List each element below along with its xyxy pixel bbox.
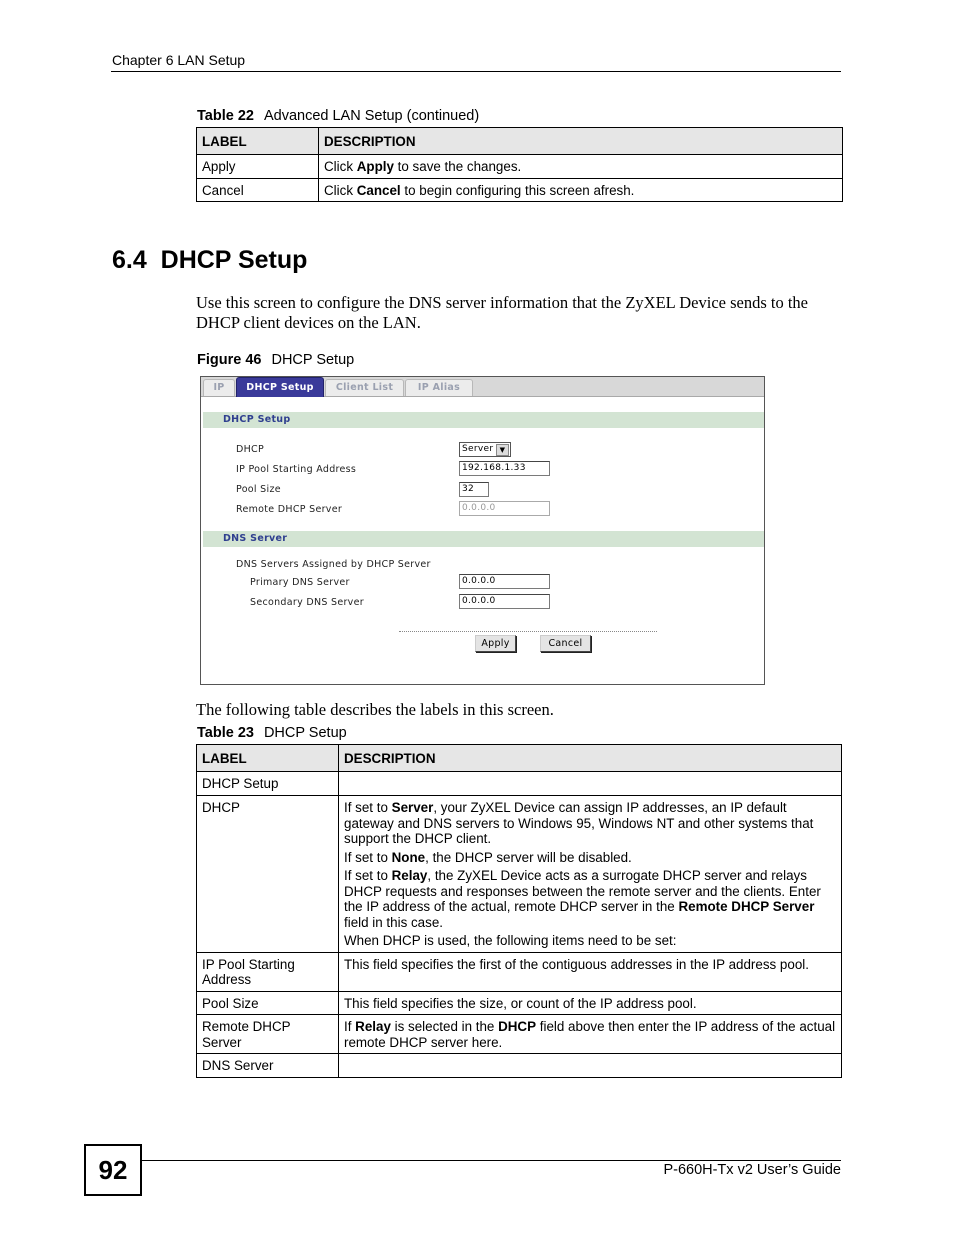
- table-row: [197, 155, 843, 179]
- figure46-caption-title: DHCP Setup: [271, 352, 355, 368]
- desc-paragraph: If set to Server, your ZyXEL Device can assign IP addresses, an IP default gateway and DNS servers to Windows 95, Windows NT and other systems that support the DHCP client.: [344, 800, 814, 846]
- remote-dhcp-input[interactable]: 0.0.0.0: [459, 501, 550, 516]
- row-label: DHCP Setup: [197, 772, 339, 796]
- primary-dns-label: Primary DNS Server: [250, 577, 350, 588]
- column-header: DESCRIPTION: [319, 128, 843, 155]
- column-header: LABEL: [197, 745, 339, 772]
- table-row: [197, 1015, 842, 1054]
- row-description: If Relay is selected in the DHCP field above then enter the IP address of the actual remote DHCP server here.: [339, 1015, 842, 1054]
- remote-dhcp-label: Remote DHCP Server: [236, 504, 343, 515]
- row-label: DNS Server: [197, 1054, 339, 1078]
- header-rule: [111, 71, 841, 72]
- footer-rule: [140, 1160, 841, 1161]
- table-row: [197, 1054, 842, 1078]
- table-row: [197, 796, 842, 953]
- table-row: [197, 178, 843, 202]
- row-description: [339, 1054, 842, 1078]
- tab-client-list[interactable]: Client List: [325, 379, 404, 396]
- tab-ip[interactable]: IP: [203, 379, 235, 396]
- desc-paragraph: If set to None, the DHCP server will be disabled.: [344, 849, 632, 865]
- running-header: Chapter 6 LAN Setup: [112, 52, 246, 68]
- row-label: Remote DHCP Server: [197, 1015, 339, 1054]
- table-row: [197, 991, 842, 1015]
- dns-assigned-label: DNS Servers Assigned by DHCP Server: [236, 559, 431, 570]
- divider: [399, 631, 657, 632]
- secondary-dns-input[interactable]: 0.0.0.0: [459, 594, 550, 609]
- row-description: [339, 796, 842, 953]
- section-header-dns: DNS Server: [203, 531, 764, 547]
- tab-ip-alias[interactable]: IP Alias: [405, 379, 473, 396]
- table22-caption-title: Advanced LAN Setup (continued): [263, 108, 480, 124]
- column-header: LABEL: [197, 128, 319, 155]
- pool-start-label: IP Pool Starting Address: [236, 464, 357, 475]
- pool-size-label: Pool Size: [236, 484, 281, 495]
- guide-title: P-660H-Tx v2 User’s Guide: [663, 1162, 841, 1178]
- chevron-down-icon: ▼: [496, 444, 509, 456]
- section-header-dhcp: DHCP Setup: [203, 412, 764, 428]
- following-text: The following table describes the labels in this screen.: [196, 700, 554, 719]
- row-label: Cancel: [197, 178, 319, 202]
- dhcp-setup-screenshot: [200, 376, 765, 685]
- column-header: DESCRIPTION: [339, 745, 842, 772]
- row-description: Click Apply to save the changes.: [319, 155, 843, 179]
- table-header-row: [197, 128, 843, 155]
- row-description: Click Cancel to begin configuring this screen afresh.: [319, 178, 843, 202]
- row-label: Apply: [197, 155, 319, 179]
- row-description: This field specifies the size, or count of the IP address pool.: [339, 991, 842, 1015]
- row-description: [339, 772, 842, 796]
- dhcp-label: DHCP: [236, 444, 265, 455]
- table22-caption-num: Table 22: [197, 108, 254, 124]
- desc-paragraph: When DHCP is used, the following items need to be set:: [344, 933, 677, 948]
- intro-paragraph: Use this screen to configure the DNS server information that the ZyXEL Device sends to the DHCP client devices on the LAN.: [196, 293, 809, 332]
- table22: [196, 127, 843, 202]
- page-number: 92: [84, 1144, 142, 1196]
- pool-size-input[interactable]: 32: [459, 482, 489, 497]
- figure46-caption: [197, 352, 354, 368]
- tab-bar: [201, 377, 764, 397]
- row-description: This field specifies the first of the contiguous addresses in the IP address pool.: [339, 952, 842, 991]
- table23-caption-title: DHCP Setup: [263, 725, 347, 741]
- cancel-button[interactable]: Cancel: [540, 635, 591, 652]
- dhcp-select[interactable]: Server ▼: [459, 442, 511, 457]
- row-label: Pool Size: [197, 991, 339, 1015]
- figure46-caption-num: Figure 46: [197, 352, 262, 368]
- table22-caption: [197, 108, 479, 124]
- table23-caption-num: Table 23: [197, 725, 254, 741]
- table-row: [197, 772, 842, 796]
- table23: [196, 744, 842, 1078]
- table23-caption: [197, 725, 347, 741]
- secondary-dns-label: Secondary DNS Server: [250, 597, 364, 608]
- row-label: DHCP: [197, 796, 339, 953]
- table-header-row: [197, 745, 842, 772]
- section-heading: 6.4 DHCP Setup: [112, 246, 308, 274]
- primary-dns-input[interactable]: 0.0.0.0: [459, 574, 550, 589]
- table-row: [197, 952, 842, 991]
- tab-dhcp-setup[interactable]: DHCP Setup: [236, 377, 324, 397]
- pool-start-input[interactable]: 192.168.1.33: [459, 461, 550, 476]
- desc-paragraph: If set to Relay, the ZyXEL Device acts as a surrogate DHCP server and relays DHCP requests and responses between the remote server and the clients. Enter the IP address of the actual, remote DHCP server in the Remote DHCP Server field in this case.: [344, 868, 821, 930]
- row-label: IP Pool Starting Address: [197, 952, 339, 991]
- apply-button[interactable]: Apply: [475, 635, 516, 652]
